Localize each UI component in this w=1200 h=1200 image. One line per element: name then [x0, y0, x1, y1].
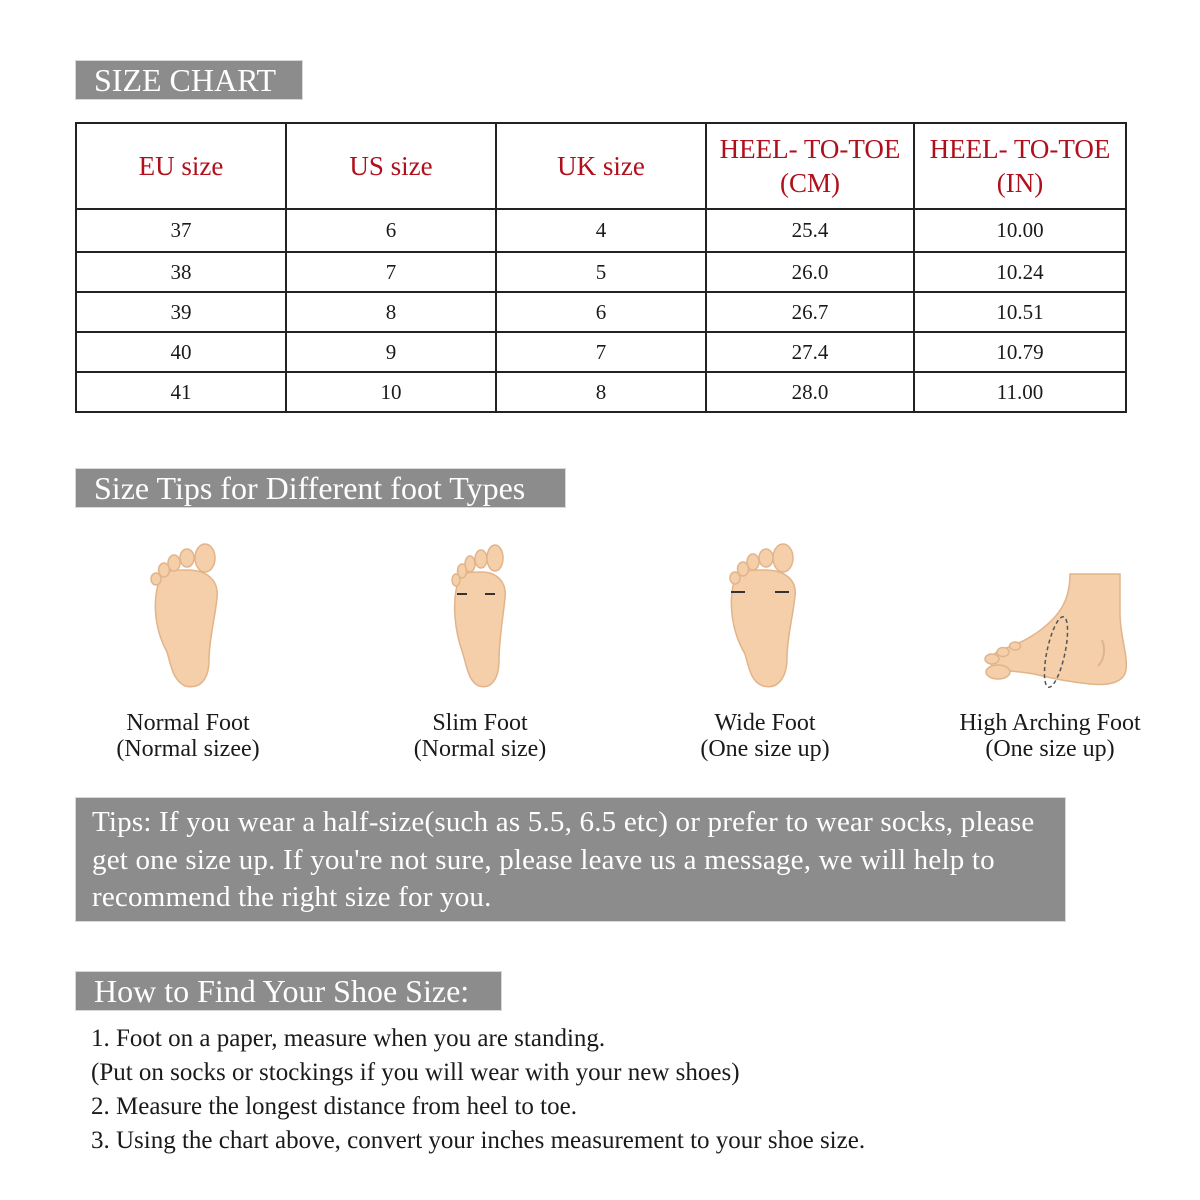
foot-type-wide: [665, 540, 865, 762]
table-header-row: [76, 123, 1126, 209]
foot-type-note: (One size up): [985, 736, 1115, 762]
table-cell: 40: [76, 332, 286, 372]
table-cell: 28.0: [706, 372, 914, 412]
header-uk-size: UK size: [496, 123, 706, 209]
table-cell: 6: [286, 209, 496, 252]
foot-type-note: (Normal size): [413, 736, 547, 762]
table-cell: 25.4: [706, 209, 914, 252]
size-chart-table: [75, 122, 1127, 413]
step-line: (Put on socks or stockings if you will wear with your new shoes): [91, 1059, 740, 1086]
foot-type-name: Slim Foot: [432, 710, 528, 736]
foot-type-name: High Arching Foot: [959, 710, 1141, 736]
half-size-tip-box: Tips: If you wear a half-size(such as 5.5, 6.5 etc) or prefer to wear socks, please get one size up. If you're not sure, please leave us a message, we will help to recommend the right size for you.: [75, 797, 1066, 922]
table-cell: 11.00: [914, 372, 1126, 412]
step-line: 2. Measure the longest distance from heel to toe.: [91, 1093, 577, 1120]
table-cell: 26.0: [706, 252, 914, 292]
table-cell: 38: [76, 252, 286, 292]
table-cell: 7: [286, 252, 496, 292]
table-cell: 10.51: [914, 292, 1126, 332]
foot-type-high-arch: [940, 540, 1160, 762]
table-cell: 4: [496, 209, 706, 252]
table-cell: 10.24: [914, 252, 1126, 292]
step-line: 3. Using the chart above, convert your inches measurement to your shoe size.: [91, 1127, 866, 1154]
table-cell: 26.7: [706, 292, 914, 332]
table-cell: 7: [496, 332, 706, 372]
table-cell: 8: [496, 372, 706, 412]
measurement-steps: [91, 1022, 1141, 1158]
table-row: [76, 209, 1126, 252]
high-arch-foot-icon: [940, 540, 1160, 698]
slim-foot-icon: [380, 540, 580, 698]
header-us-size: US size: [286, 123, 496, 209]
table-cell: 10.79: [914, 332, 1126, 372]
table-row: [76, 252, 1126, 292]
normal-foot-icon: [88, 540, 288, 698]
foot-types-title: Size Tips for Different foot Types: [75, 468, 566, 508]
table-row: [76, 332, 1126, 372]
table-row: [76, 372, 1126, 412]
step-line: 1. Foot on a paper, measure when you are standing.: [91, 1025, 606, 1052]
table-cell: 10.00: [914, 209, 1126, 252]
table-cell: 10: [286, 372, 496, 412]
table-cell: 6: [496, 292, 706, 332]
table-cell: 37: [76, 209, 286, 252]
table-cell: 41: [76, 372, 286, 412]
table-row: [76, 292, 1126, 332]
foot-type-name: Normal Foot: [126, 710, 250, 736]
foot-type-note: (Normal sizee): [116, 736, 260, 762]
header-heel-to-toe-in: HEEL- TO-TOE (IN): [914, 123, 1126, 209]
foot-type-note: (One size up): [700, 736, 830, 762]
header-heel-to-toe-cm: HEEL- TO-TOE (CM): [706, 123, 914, 209]
how-to-title: How to Find Your Shoe Size:: [75, 971, 502, 1011]
table-cell: 39: [76, 292, 286, 332]
foot-type-slim: [380, 540, 580, 762]
table-cell: 9: [286, 332, 496, 372]
wide-foot-icon: [665, 540, 865, 698]
table-cell: 8: [286, 292, 496, 332]
foot-type-normal: [88, 540, 288, 762]
header-eu-size: EU size: [76, 123, 286, 209]
table-cell: 27.4: [706, 332, 914, 372]
table-cell: 5: [496, 252, 706, 292]
size-chart-title: SIZE CHART: [75, 60, 303, 100]
foot-type-name: Wide Foot: [714, 710, 816, 736]
